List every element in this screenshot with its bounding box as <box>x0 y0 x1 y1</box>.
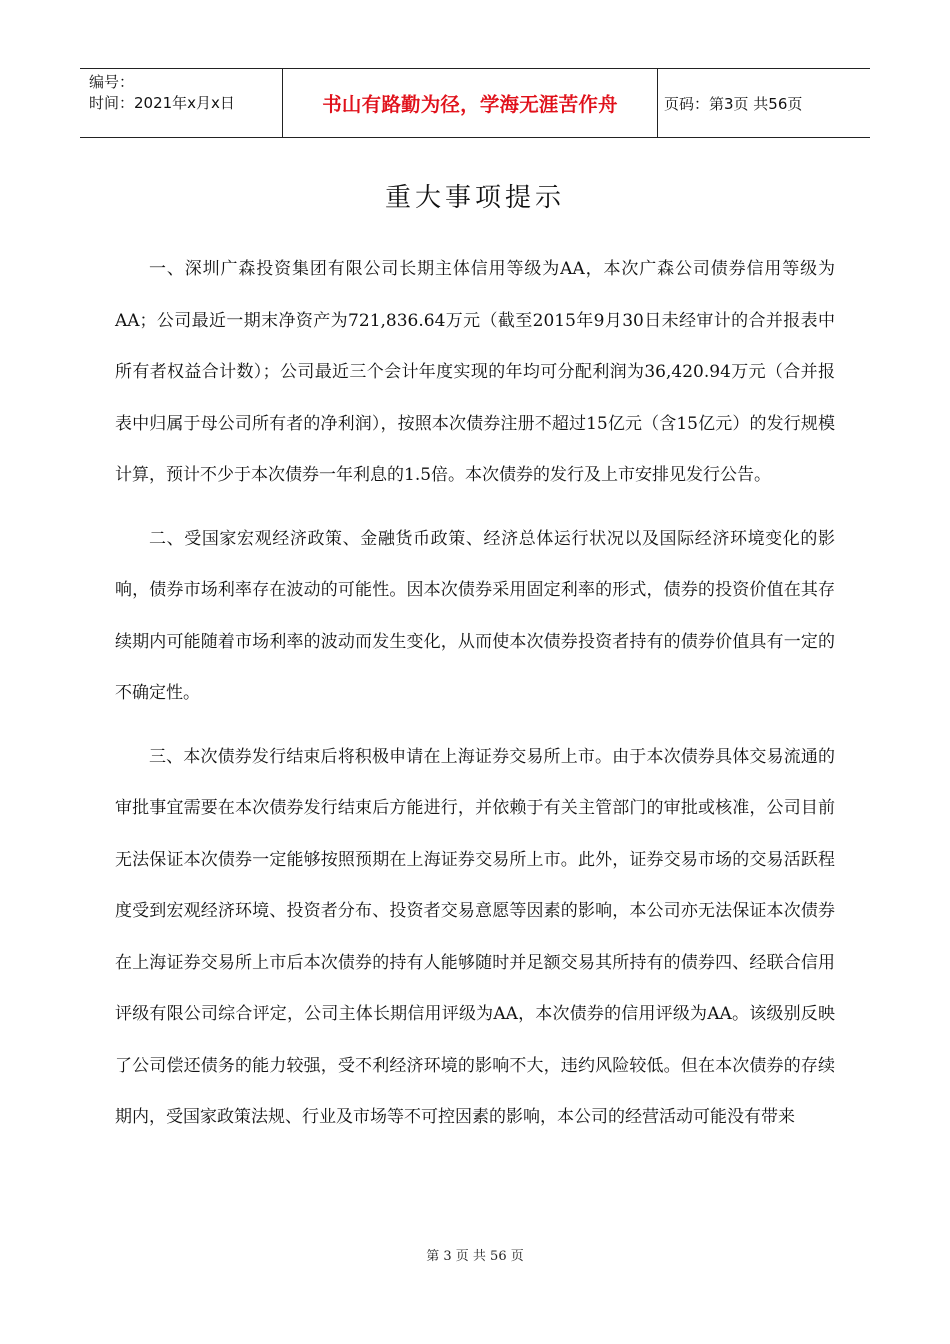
document-title: 重大事项提示 <box>384 183 565 213</box>
page-header <box>80 68 870 138</box>
header-motto: 书山有路勤为径，学海无涯苦作舟 <box>322 93 618 116</box>
paragraph-3: 三、本次债券发行结束后将积极申请在上海证券交易所上市。由于本次债券具体交易流通的审批事宜需要在本次债券发行结束后方能进行，并依赖于有关主管部门的审批或核准，公司目前无法保证本次债券一定能够按照预期在上海证券交易所上市。此外，证券交易市场的交易活跃程度受到宏观经济环境、投资者分布、投资者交易意愿等因素的影响，本公司亦无法保证本次债券在上海证券交易所上市后本次债券的持有人能够随时并足额交易其所持有的债券四、经联合信用评级有限公司综合评定，公司主体长期信用评级为AA，本次债券的信用评级为AA。该级别反映了公司偿还债务的能力较强，受不利经济环境的影响不大，违约风险较低。但在本次债券的存续期内，受国家政策法规、行业及市场等不可控因素的影响，本公司的经营活动可能没有带来 <box>115 746 835 1127</box>
page-footer: 第 3 页 共 56 页 <box>426 1249 524 1264</box>
paragraph-2: 二、受国家宏观经济政策、金融货币政策、经济总体运行状况以及国际经济环境变化的影响，债券市场利率存在波动的可能性。因本次债券采用固定利率的形式，债券的投资价值在其存续期内可能随着市场利率的波动而发生变化，从而使本次债券投资者持有的债券价值具有一定的不确定性。 <box>115 528 835 703</box>
document-date-label: 时间：2021年x月x日 <box>89 94 235 112</box>
header-page-cell <box>656 69 878 137</box>
header-motto-cell <box>282 69 658 137</box>
document-number-label: 编号： <box>89 73 135 91</box>
header-meta <box>80 69 282 137</box>
paragraph-1: 一、深圳广森投资集团有限公司长期主体信用等级为AA，本次广森公司债券信用等级为AA；公司最近一期末净资产为721,836.64万元（截至2015年9月30日未经审计的合并报表中所有者权益合计数）；公司最近三个会计年度实现的年均可分配利润为36,420.94万元（合并报表中归属于母公司所有者的净利润），按照本次债券注册不超过15亿元（含15亿元）的发行规模计算，预计不少于本次债券一年利息的1.5倍。本次债券的发行及上市安排见发行公告。 <box>115 259 835 485</box>
document-body <box>115 244 835 1144</box>
header-page-info: 页码：第3页 共56页 <box>664 94 803 113</box>
